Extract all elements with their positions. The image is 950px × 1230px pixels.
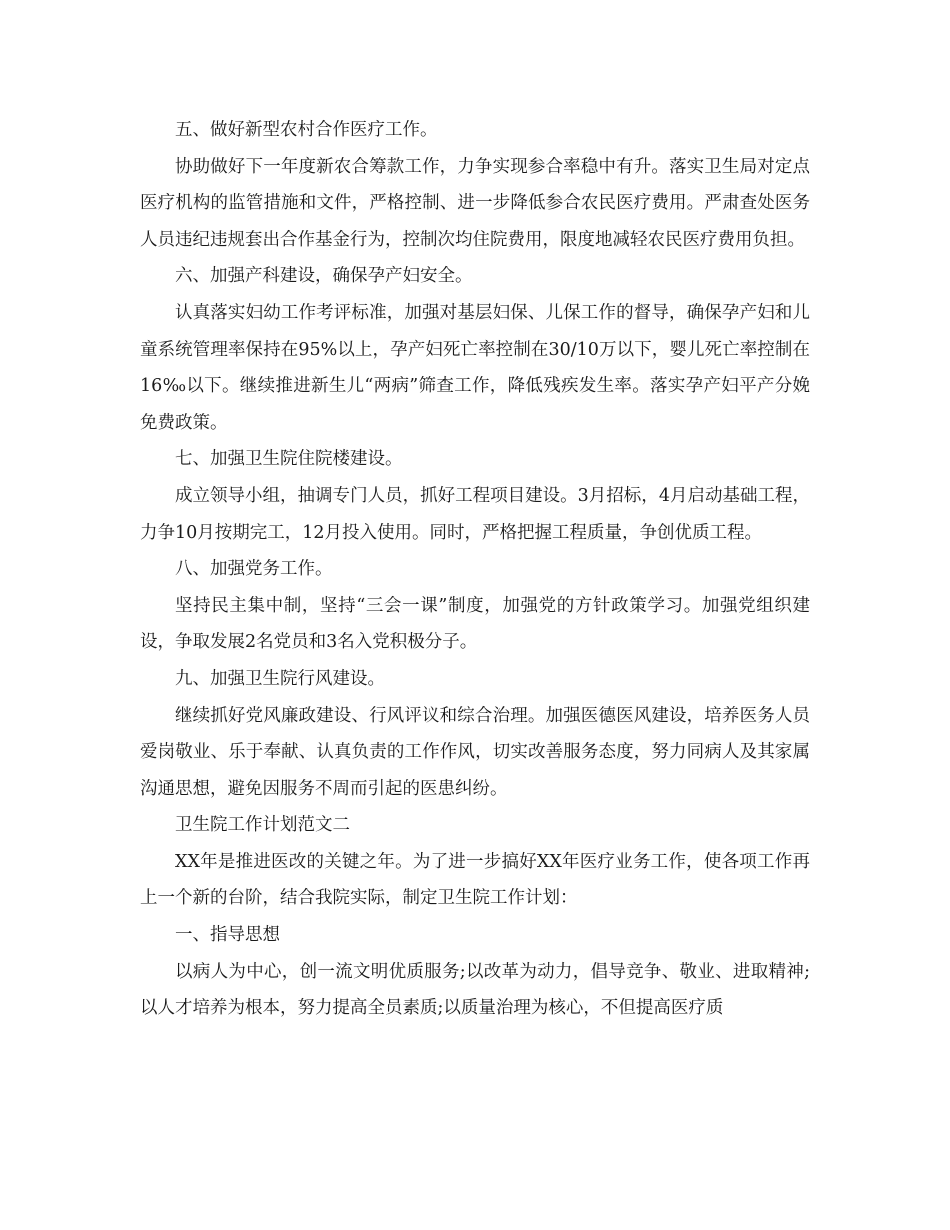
paragraph-inpatient-building: 成立领导小组，抽调专门人员，抓好工程项目建设。3月招标，4月启动基础工程，力争10月按期完工，12月投入使用。同时，严格把握工程质量，争创优质工程。 <box>140 485 810 543</box>
section-heading-5: 五、做好新型农村合作医疗工作。 <box>175 120 438 140</box>
section-heading-guiding-ideology: 一、指导思想 <box>175 925 280 946</box>
section-heading-6: 六、加强产科建设，确保孕产妇安全。 <box>175 266 473 287</box>
document-body <box>140 112 810 1027</box>
sample-title-2: 卫生院工作计划范文二 <box>175 815 350 836</box>
paragraph-rural-medical-cooperation: 协助做好下一年度新农合筹款工作，力争实现参合率稳中有升。落实卫生局对定点医疗机构的监管措施和文件，严格控制、进一步降低参合农民医疗费用。严肃查处医务人员违纪违规套出合作基金行为，控制次均住院费用，限度地减轻农民医疗费用负担。 <box>140 156 810 250</box>
section-heading-7: 七、加强卫生院住院楼建设。 <box>175 449 403 470</box>
paragraph-intro: XX年是推进医改的关键之年。为了进一步搞好XX年医疗业务工作，使各项工作再上一个新的台阶，结合我院实际，制定卫生院工作计划： <box>140 851 810 909</box>
paragraph-conduct-building: 继续抓好党风廉政建设、行风评议和综合治理。加强医德医风建设，培养医务人员爱岗敬业、乐于奉献、认真负责的工作作风，切实改善服务态度，努力同病人及其家属沟通思想，避免因服务不周而引起的医患纠纷。 <box>140 705 810 799</box>
paragraph-maternal-safety: 认真落实妇幼工作考评标准，加强对基层妇保、儿保工作的督导，确保孕产妇和儿童系统管理率保持在95%以上，孕产妇死亡率控制在30/10万以下，婴儿死亡率控制在16‰以下。继续推进新生儿“两病”筛查工作，降低残疾发生率。落实孕产妇平产分娩免费政策。 <box>140 302 810 433</box>
section-heading-8: 八、加强党务工作。 <box>175 559 333 580</box>
section-heading-9: 九、加强卫生院行风建设。 <box>175 668 385 689</box>
paragraph-party-affairs: 坚持民主集中制，坚持“三会一课”制度，加强党的方针政策学习。加强党组织建设，争取发展2名党员和3名入党积极分子。 <box>140 595 810 653</box>
paragraph-guiding-ideology: 以病人为中心，创一流文明优质服务;以改革为动力，倡导竞争、敬业、进取精神;以人才培养为根本，努力提高全员素质;以质量治理为核心，不但提高医疗质 <box>140 961 810 1019</box>
